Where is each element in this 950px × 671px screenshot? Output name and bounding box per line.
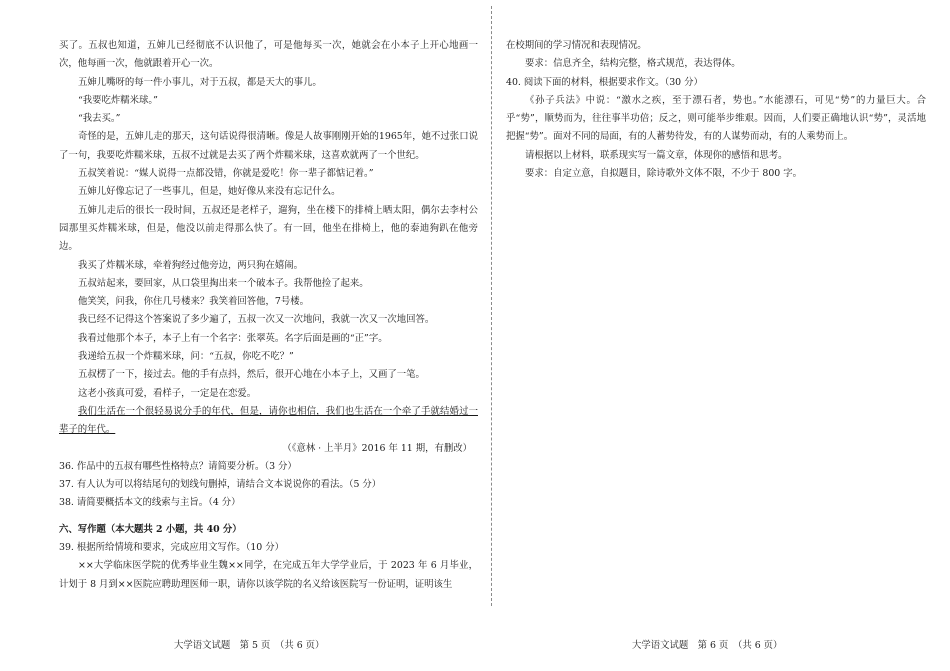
story-paragraph: 买了。五叔也知道，五婶儿已经彻底不认识他了，可是他每买一次，她就会在小本子上开心地画一次，他每画一次，他就跟着开心一次。 <box>59 40 478 70</box>
story-paragraph: “我要吃炸糯米球。” <box>78 94 158 106</box>
left-footer: 大学语文试题 第 5 页 （共 6 页） <box>174 640 325 651</box>
right-column <box>492 37 926 183</box>
right-paragraph: 要求：自定立意，自拟题目，除诗歌外文体不限，不少于 800 字。 <box>525 168 802 180</box>
question-36: 36. 作品中的五叔有哪些性格特点？请简要分析。（3 分） <box>59 460 297 472</box>
story-paragraph: 我买了炸糯米球，牵着狗经过他旁边，两只狗在嬉闹。 <box>78 259 304 271</box>
source-citation: （《意林 · 上半月》2016 年 11 期，有删改） <box>282 442 472 454</box>
story-text <box>59 37 478 440</box>
story-paragraph: 我递给五叔一个炸糯米球，问：“五叔，你吃不吃？” <box>78 351 294 363</box>
story-paragraph: “我去买。” <box>78 113 121 125</box>
story-paragraph: 我看过他那个本子，本子上有一个名字：张翠英。名字后面是画的“正”字。 <box>78 332 388 344</box>
story-paragraph: 五叔站起来，要回家，从口袋里掏出来一个破本子。我帮他捡了起来。 <box>78 277 369 289</box>
story-paragraph: 奇怪的是，五婶儿走的那天，这句话说得很清晰。像是人故事刚刚开始的1965年，她不过张口说了一句，我要吃炸糯米球，五叔不过就是去买了两个炸糯米球，这喜欢就两了一个世纪。 <box>59 131 478 161</box>
story-paragraph: 五婶儿嘴呀的每一件小事儿，对于五叔，都是天大的事儿。 <box>78 76 322 88</box>
right-paragraph: 《孙子兵法》中说：“激水之疾，至于漂石者，势也。”水能漂石，可见“势”的力量巨大。合乎“势”，顺势而为，往往事半功倍；反之，则可能举步维艰。因而，人们要正确地认识“势”，灵活地把握“势”。面对不同的局面，有的人蓄势待发，有的人谋势而动，有的人乘势而上。 <box>506 94 926 143</box>
story-paragraph: 我们生活在一个很轻易说分手的年代，但是，请你也相信，我们也生活在一个牵了手就结婚过一辈子的年代。 <box>59 405 478 436</box>
story-paragraph: 五叔楞了一下，接过去。他的手有点抖，然后，很开心地在小本子上，又画了一笔。 <box>78 369 425 381</box>
right-paragraph: 40. 阅读下面的材料，根据要求作文。（30 分） <box>506 76 703 88</box>
story-paragraph: 五叔笑着说：“媒人说得一点都没错，你就是爱吃！你一辈子都惦记着。” <box>78 168 374 180</box>
question-39: 39. 根据所给情境和要求，完成应用文写作。（10 分） <box>59 542 284 554</box>
left-column <box>59 37 478 594</box>
right-footer: 大学语文试题 第 6 页 （共 6 页） <box>632 640 783 651</box>
section-title: 六、写作题（本大题共 2 小题，共 40 分） <box>59 523 242 535</box>
story-paragraph: 五婶儿好像忘记了一些事儿，但是，她好像从来没有忘记什么。 <box>78 186 341 198</box>
right-paragraph: 请根据以上材料，联系现实写一篇文章，体现你的感悟和思考。 <box>525 149 788 161</box>
story-paragraph: 五婶儿走后的很长一段时间，五叔还是老样子，遛狗，坐在楼下的排椅上晒太阳，偶尔去李村公园那里买炸糯米球，但是，他没以前走得那么快了。有一回，他坐在排椅上，他的泰迪狗趴在他旁边。 <box>59 204 478 253</box>
right-paragraph: 要求：信息齐全，结构完整，格式规范，表达得体。 <box>525 58 741 70</box>
story-paragraph: 他笑笑，问我，你住几号楼来？我笑着回答他，7号楼。 <box>78 296 309 308</box>
right-page <box>492 0 950 671</box>
question-39-body: ××大学临床医学院的优秀毕业生魏××同学，在完成五年大学学业后，于 2023 年 6 月毕业，计划于 8 月到××医院应聘助理医师一职，请你以该学院的名义给该医院写一份证明，证明该生 <box>59 560 478 590</box>
story-paragraph: 这老小孩真可爱，看样子，一定是在恋爱。 <box>78 387 257 399</box>
question-38: 38. 请简要概括本文的线索与主旨。（4 分） <box>59 497 241 509</box>
question-37: 37. 有人认为可以将结尾句的划线句删掉，请结合文本说说你的看法。（5 分） <box>59 479 382 491</box>
right-paragraph: 在校期间的学习情况和表现情况。 <box>506 40 647 51</box>
story-paragraph: 我已经不记得这个答案说了多少遍了，五叔一次又一次地问，我就一次又一次地回答。 <box>78 314 435 326</box>
